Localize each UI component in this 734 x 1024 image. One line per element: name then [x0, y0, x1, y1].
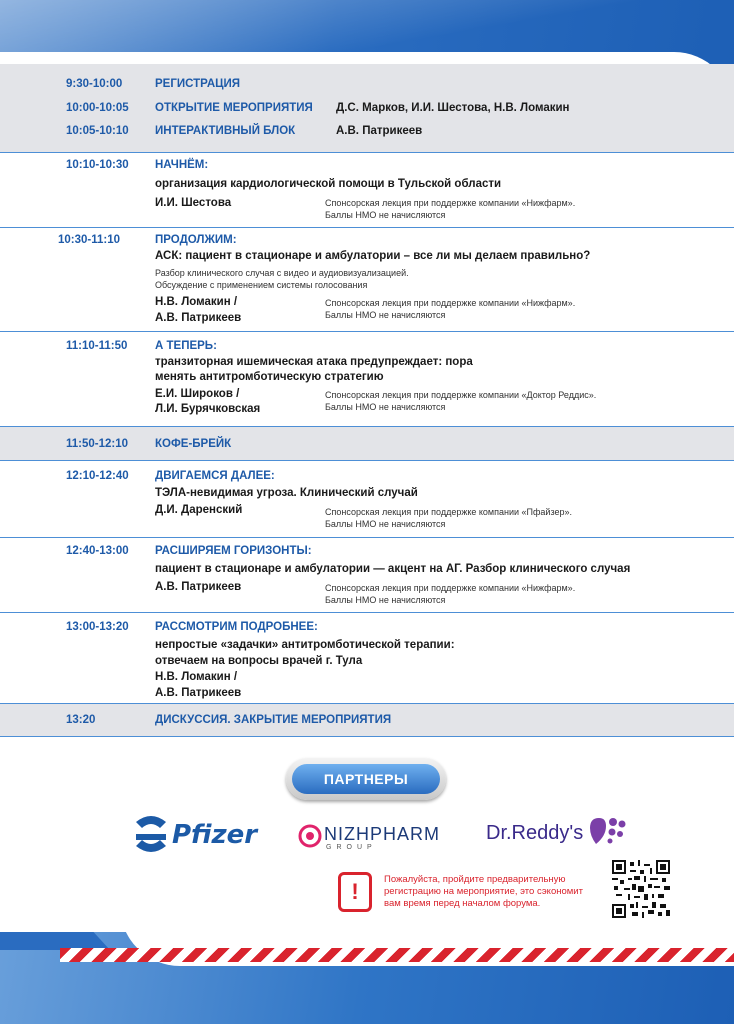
- schedule-session-5: [0, 538, 734, 613]
- cme-note: Баллы НМО не начисляются: [325, 402, 446, 412]
- drreddys-logo: [486, 814, 636, 854]
- header-shine: [0, 0, 734, 60]
- session-head: РАССМОТРИМ ПОДРОБНЕЕ:: [155, 621, 318, 633]
- session-speaker: Д.И. Даренский: [155, 504, 243, 516]
- session-title: ТЭЛА-невидимая угроза. Клинический случай: [155, 487, 418, 499]
- session-speaker-2: А.В. Патрикеев: [155, 687, 242, 699]
- pfizer-logo: [132, 812, 258, 858]
- time-opening: 10:00-10:05: [66, 102, 129, 114]
- session-desc-1: Разбор клинического случая с видео и аудиовизуализацией.: [155, 268, 409, 278]
- head-registration: РЕГИСТРАЦИЯ: [155, 78, 241, 90]
- session-head: РАСШИРЯЕМ ГОРИЗОНТЫ:: [155, 545, 312, 557]
- partners-label: ПАРТНЕРЫ: [292, 764, 440, 794]
- session-title: пациент в стационаре и амбулатории — акцент на АГ. Разбор клинического случая: [155, 563, 631, 575]
- cme-note: Баллы НМО не начисляются: [325, 310, 446, 320]
- session-title: АСК: пациент в стационаре и амбулатории – все ли мы делаем правильно?: [155, 250, 591, 262]
- session-speaker: А.В. Патрикеев: [155, 581, 242, 593]
- session-title: организация кардиологической помощи в Тульской области: [155, 178, 502, 190]
- time-interactive: 10:05-10:10: [66, 125, 129, 137]
- nizhpharm-logo: [298, 822, 448, 856]
- session-title-1: транзиторная ишемическая атака предупреждает: пора: [155, 356, 473, 368]
- head-closing: ДИСКУССИЯ. ЗАКРЫТИЕ МЕРОПРИЯТИЯ: [155, 714, 392, 726]
- sponsor-note: Спонсорская лекция при поддержке компании «Нижфарм».: [325, 198, 576, 208]
- session-head: А ТЕПЕРЬ:: [155, 340, 217, 352]
- nizhpharm-wordmark: NIZHPHARM: [324, 824, 440, 844]
- pfizer-wordmark: Pfizer: [172, 820, 258, 850]
- warning-stripe: [60, 948, 734, 962]
- head-opening: ОТКРЫТИЕ МЕРОПРИЯТИЯ: [155, 102, 313, 114]
- session-time: 10:30-11:10: [58, 234, 121, 246]
- session-title-2: отвечаем на вопросы врачей г. Тула: [155, 655, 363, 667]
- session-head: ПРОДОЛЖИМ:: [155, 234, 237, 246]
- session-title-2: менять антитромботическую стратегию: [155, 371, 384, 383]
- session-desc-2: Обсуждение с применением системы голосования: [155, 280, 368, 290]
- session-head: ДВИГАЕМСЯ ДАЛЕЕ:: [155, 470, 275, 482]
- session-time: 13:00-13:20: [66, 621, 129, 633]
- sponsor-note: Спонсорская лекция при поддержке компании «Доктор Реддис».: [325, 390, 597, 400]
- session-speaker-1: Е.И. Широков /: [155, 388, 240, 400]
- session-time: 11:10-11:50: [66, 340, 128, 352]
- partners-badge: [286, 758, 446, 800]
- exclamation-icon: !: [338, 872, 372, 912]
- head-coffee: КОФЕ-БРЕЙК: [155, 438, 232, 450]
- time-coffee: 11:50-12:10: [66, 438, 129, 450]
- nizhpharm-group: GROUP: [326, 844, 377, 851]
- session-time: 10:10-10:30: [66, 159, 129, 171]
- pfizer-mark-icon: [132, 812, 170, 856]
- session-head: НАЧНЁМ:: [155, 159, 209, 171]
- drreddys-mark-icon: [586, 814, 628, 850]
- cme-note: Баллы НМО не начисляются: [325, 210, 446, 220]
- schedule-session-6: [0, 613, 734, 704]
- schedule-registration: [0, 64, 734, 153]
- sponsor-note: Спонсорская лекция при поддержке компании «Нижфарм».: [325, 298, 576, 308]
- speakers-interactive: А.В. Патрикеев: [336, 125, 423, 137]
- sponsor-note: Спонсорская лекция при поддержке компании «Нижфарм».: [325, 583, 576, 593]
- nizhpharm-mark-icon: [298, 824, 322, 848]
- time-closing: 13:20: [66, 714, 96, 726]
- session-speaker-1: Н.В. Ломакин /: [155, 296, 238, 308]
- schedule-session-3: [0, 332, 734, 427]
- speakers-opening: Д.С. Марков, И.И. Шестова, Н.В. Ломакин: [336, 102, 570, 114]
- schedule-session-1: [0, 153, 734, 228]
- cme-note: Баллы НМО не начисляются: [325, 595, 446, 605]
- session-speaker-2: А.В. Патрикеев: [155, 312, 242, 324]
- session-speaker: И.И. Шестова: [155, 197, 232, 209]
- sponsor-note: Спонсорская лекция при поддержке компании «Пфайзер».: [325, 507, 572, 517]
- session-time: 12:40-13:00: [66, 545, 129, 557]
- time-registration: 9:30-10:00: [66, 78, 123, 90]
- cme-note: Баллы НМО не начисляются: [325, 519, 446, 529]
- schedule-session-4: [0, 461, 734, 538]
- session-time: 12:10-12:40: [66, 470, 129, 482]
- schedule: [0, 64, 734, 737]
- drreddys-wordmark: Dr.Reddy's: [486, 822, 584, 844]
- schedule-coffee-break: [0, 427, 734, 461]
- registration-notice: Пожалуйста, пройдите предварительную регистрацию на мероприятие, это сэкономит вам время перед началом форума.: [384, 874, 583, 909]
- session-speaker-2: Л.И. Бурячковская: [155, 403, 261, 415]
- session-title-1: непростые «задачки» антитромботической терапии:: [155, 639, 455, 651]
- head-interactive: ИНТЕРАКТИВНЫЙ БЛОК: [155, 125, 296, 137]
- schedule-session-2: [0, 228, 734, 332]
- qr-code-icon[interactable]: [612, 860, 670, 918]
- session-speaker-1: Н.В. Ломакин /: [155, 671, 238, 683]
- schedule-closing: [0, 704, 734, 737]
